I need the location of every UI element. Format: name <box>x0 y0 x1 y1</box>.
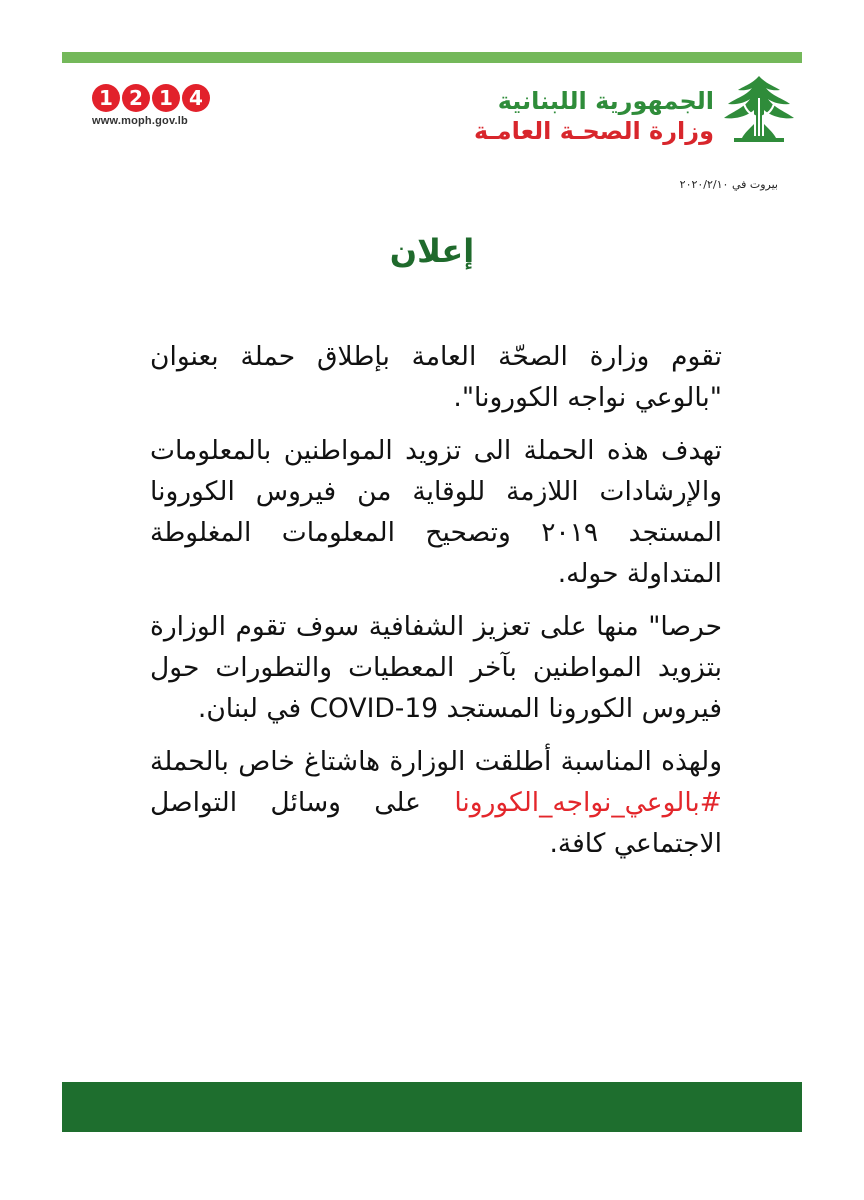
website-link[interactable]: www.moph.gov.lb <box>92 115 188 127</box>
hotline-digit: 2 <box>122 84 150 112</box>
hotline-logo <box>92 84 216 127</box>
document-date: بيروت في ٢٠٢٠/٢/١٠ <box>679 178 778 191</box>
page-title: إعلان <box>389 232 475 270</box>
bottom-green-band <box>62 1082 802 1132</box>
hashtag-intro: ولهذه المناسبة أطلقت الوزارة هاشتاغ خاص بالحملة <box>150 746 722 777</box>
hotline-number <box>92 84 216 112</box>
hotline-digit: 4 <box>182 84 210 112</box>
paragraph-campaign: تقوم وزارة الصحّة العامة بإطلاق حملة بعنوان "بالوعي نواجه الكورونا". <box>150 341 722 413</box>
ministry-header <box>474 86 714 146</box>
republic-name: الجمهورية اللبنانية <box>497 87 714 115</box>
announcement-body <box>150 336 722 876</box>
hotline-digit: 1 <box>92 84 120 112</box>
hotline-digit: 1 <box>152 84 180 112</box>
cedar-tree-icon <box>722 74 796 146</box>
ministry-name: وزارة الصحـة العامـة <box>473 117 714 145</box>
paragraph-transparency: حرصا" منها على تعزيز الشفافية سوف تقوم الوزارة بتزويد المواطنين بآخر المعطيات والتطورات حول فيروس الكورونا المستجد COVID-19 في لبنان. <box>150 611 722 724</box>
paragraph-hashtag <box>150 741 722 864</box>
paragraph-goal: تهدف هذه الحملة الى تزويد المواطنين بالمعلومات والإرشادات اللازمة للوقاية من فيروس الكورونا المستجد ٢٠١٩ وتصحيح المعلومات المغلوطة المتداولة حوله. <box>150 435 722 589</box>
top-green-rule <box>62 52 802 63</box>
hashtag-outro: على وسائل التواصل الاجتماعي كافة. <box>150 787 722 859</box>
campaign-hashtag[interactable]: #بالوعي_نواجه_الكورونا <box>454 787 722 818</box>
